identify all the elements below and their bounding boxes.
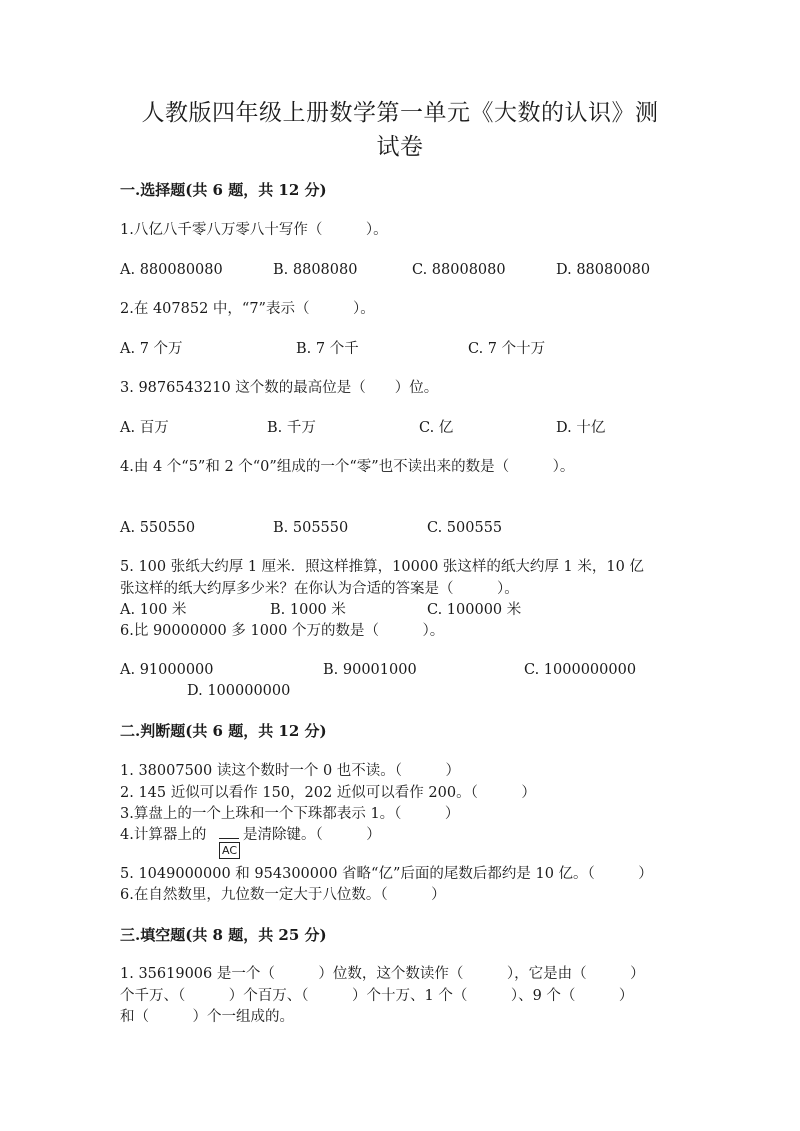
choice-q6-option-b[interactable]: B. 90001000 — [323, 662, 417, 678]
choice-q3-option-c[interactable]: C. 亿 — [419, 420, 454, 436]
fill-q1-line1: 1. 35619006 是一个（ ）位数，这个数读作（ ），它是由（ ） — [120, 966, 645, 982]
choice-q3-stem: 3. 9876543210 这个数的最高位是（ ）位。 — [120, 380, 439, 396]
choice-q3-option-b[interactable]: B. 千万 — [267, 420, 316, 436]
choice-q1-option-d[interactable]: D. 88080080 — [556, 262, 651, 278]
choice-q5-stem-line1: 5. 100 张纸大约厚 1 厘米．照这样推算，10000 张这样的纸大约厚 1 米，10 亿 — [120, 559, 644, 575]
choice-q2-stem: 2.在 407852 中，“7”表示（ ）。 — [120, 301, 375, 317]
choice-q3-option-d[interactable]: D. 十亿 — [556, 420, 606, 436]
choice-q2-option-c[interactable]: C. 7 个十万 — [468, 341, 546, 357]
judge-q1: 1. 38007500 读这个数时一个 0 也不读。（ ） — [120, 763, 461, 779]
choice-q5-option-a[interactable]: A. 100 米 — [120, 602, 187, 618]
judge-q3: 3.算盘上的一个上珠和一个下珠都表示 1。（ ） — [120, 806, 460, 822]
choice-q2-option-b[interactable]: B. 7 个千 — [296, 341, 359, 357]
exam-title-line1: 人教版四年级上册数学第一单元《大数的认识》测 — [141, 100, 659, 126]
choice-q5-stem-line2: 张这样的纸大约厚多少米？在你认为合适的答案是（ ）。 — [120, 581, 519, 597]
section-heading-choice: 一.选择题(共 6 题，共 12 分) — [120, 181, 327, 199]
judge-q4-part2: 是清除键。（ ） — [243, 827, 381, 843]
judge-q5: 5. 1049000000 和 954300000 省略“亿”后面的尾数后都约是 10 亿。（ ） — [120, 866, 653, 882]
choice-q4-option-c[interactable]: C. 500555 — [427, 520, 503, 536]
choice-q5-option-b[interactable]: B. 1000 米 — [270, 602, 346, 618]
fill-q1-line3: 和（ ）个一组成的。 — [120, 1009, 294, 1025]
choice-q3-option-a[interactable]: A. 百万 — [120, 420, 169, 436]
choice-q6-option-d[interactable]: D. 100000000 — [187, 683, 291, 699]
choice-q1-option-a[interactable]: A. 880080080 — [120, 262, 223, 278]
choice-q6-option-c[interactable]: C. 1000000000 — [524, 662, 637, 678]
exam-title-line2: 试卷 — [376, 134, 424, 160]
judge-q4-blank-line — [219, 838, 239, 839]
choice-q1-option-c[interactable]: C. 88008080 — [412, 262, 506, 278]
fill-q1-line2: 个千万、（ ）个百万、（ ）个十万、1 个（ ）、9 个（ ） — [120, 988, 634, 1004]
judge-q4-part1: 4.计算器上的 — [120, 827, 207, 843]
choice-q1-stem: 1.八亿八千零八万零八十写作（ ）。 — [120, 222, 388, 238]
choice-q1-option-b[interactable]: B. 8808080 — [273, 262, 358, 278]
choice-q4-option-a[interactable]: A. 550550 — [120, 520, 196, 536]
choice-q6-option-a[interactable]: A. 91000000 — [120, 662, 214, 678]
judge-q2: 2. 145 近似可以看作 150，202 近似可以看作 200。（ ） — [120, 785, 536, 801]
choice-q4-stem: 4.由 4 个“5”和 2 个“0”组成的一个“零”也不读出来的数是（ ）。 — [120, 459, 575, 475]
section-heading-judge: 二.判断题(共 6 题，共 12 分) — [120, 722, 327, 740]
judge-q6: 6.在自然数里，九位数一定大于八位数。（ ） — [120, 887, 446, 903]
section-heading-fill: 三.填空题(共 8 题，共 25 分) — [120, 926, 327, 944]
choice-q2-option-a[interactable]: A. 7 个万 — [120, 341, 183, 357]
choice-q4-option-b[interactable]: B. 505550 — [273, 520, 349, 536]
calculator-ac-key-icon: AC — [219, 842, 240, 859]
choice-q6-stem: 6.比 90000000 多 1000 个万的数是（ ）。 — [120, 623, 445, 639]
choice-q5-option-c[interactable]: C. 100000 米 — [427, 602, 522, 618]
